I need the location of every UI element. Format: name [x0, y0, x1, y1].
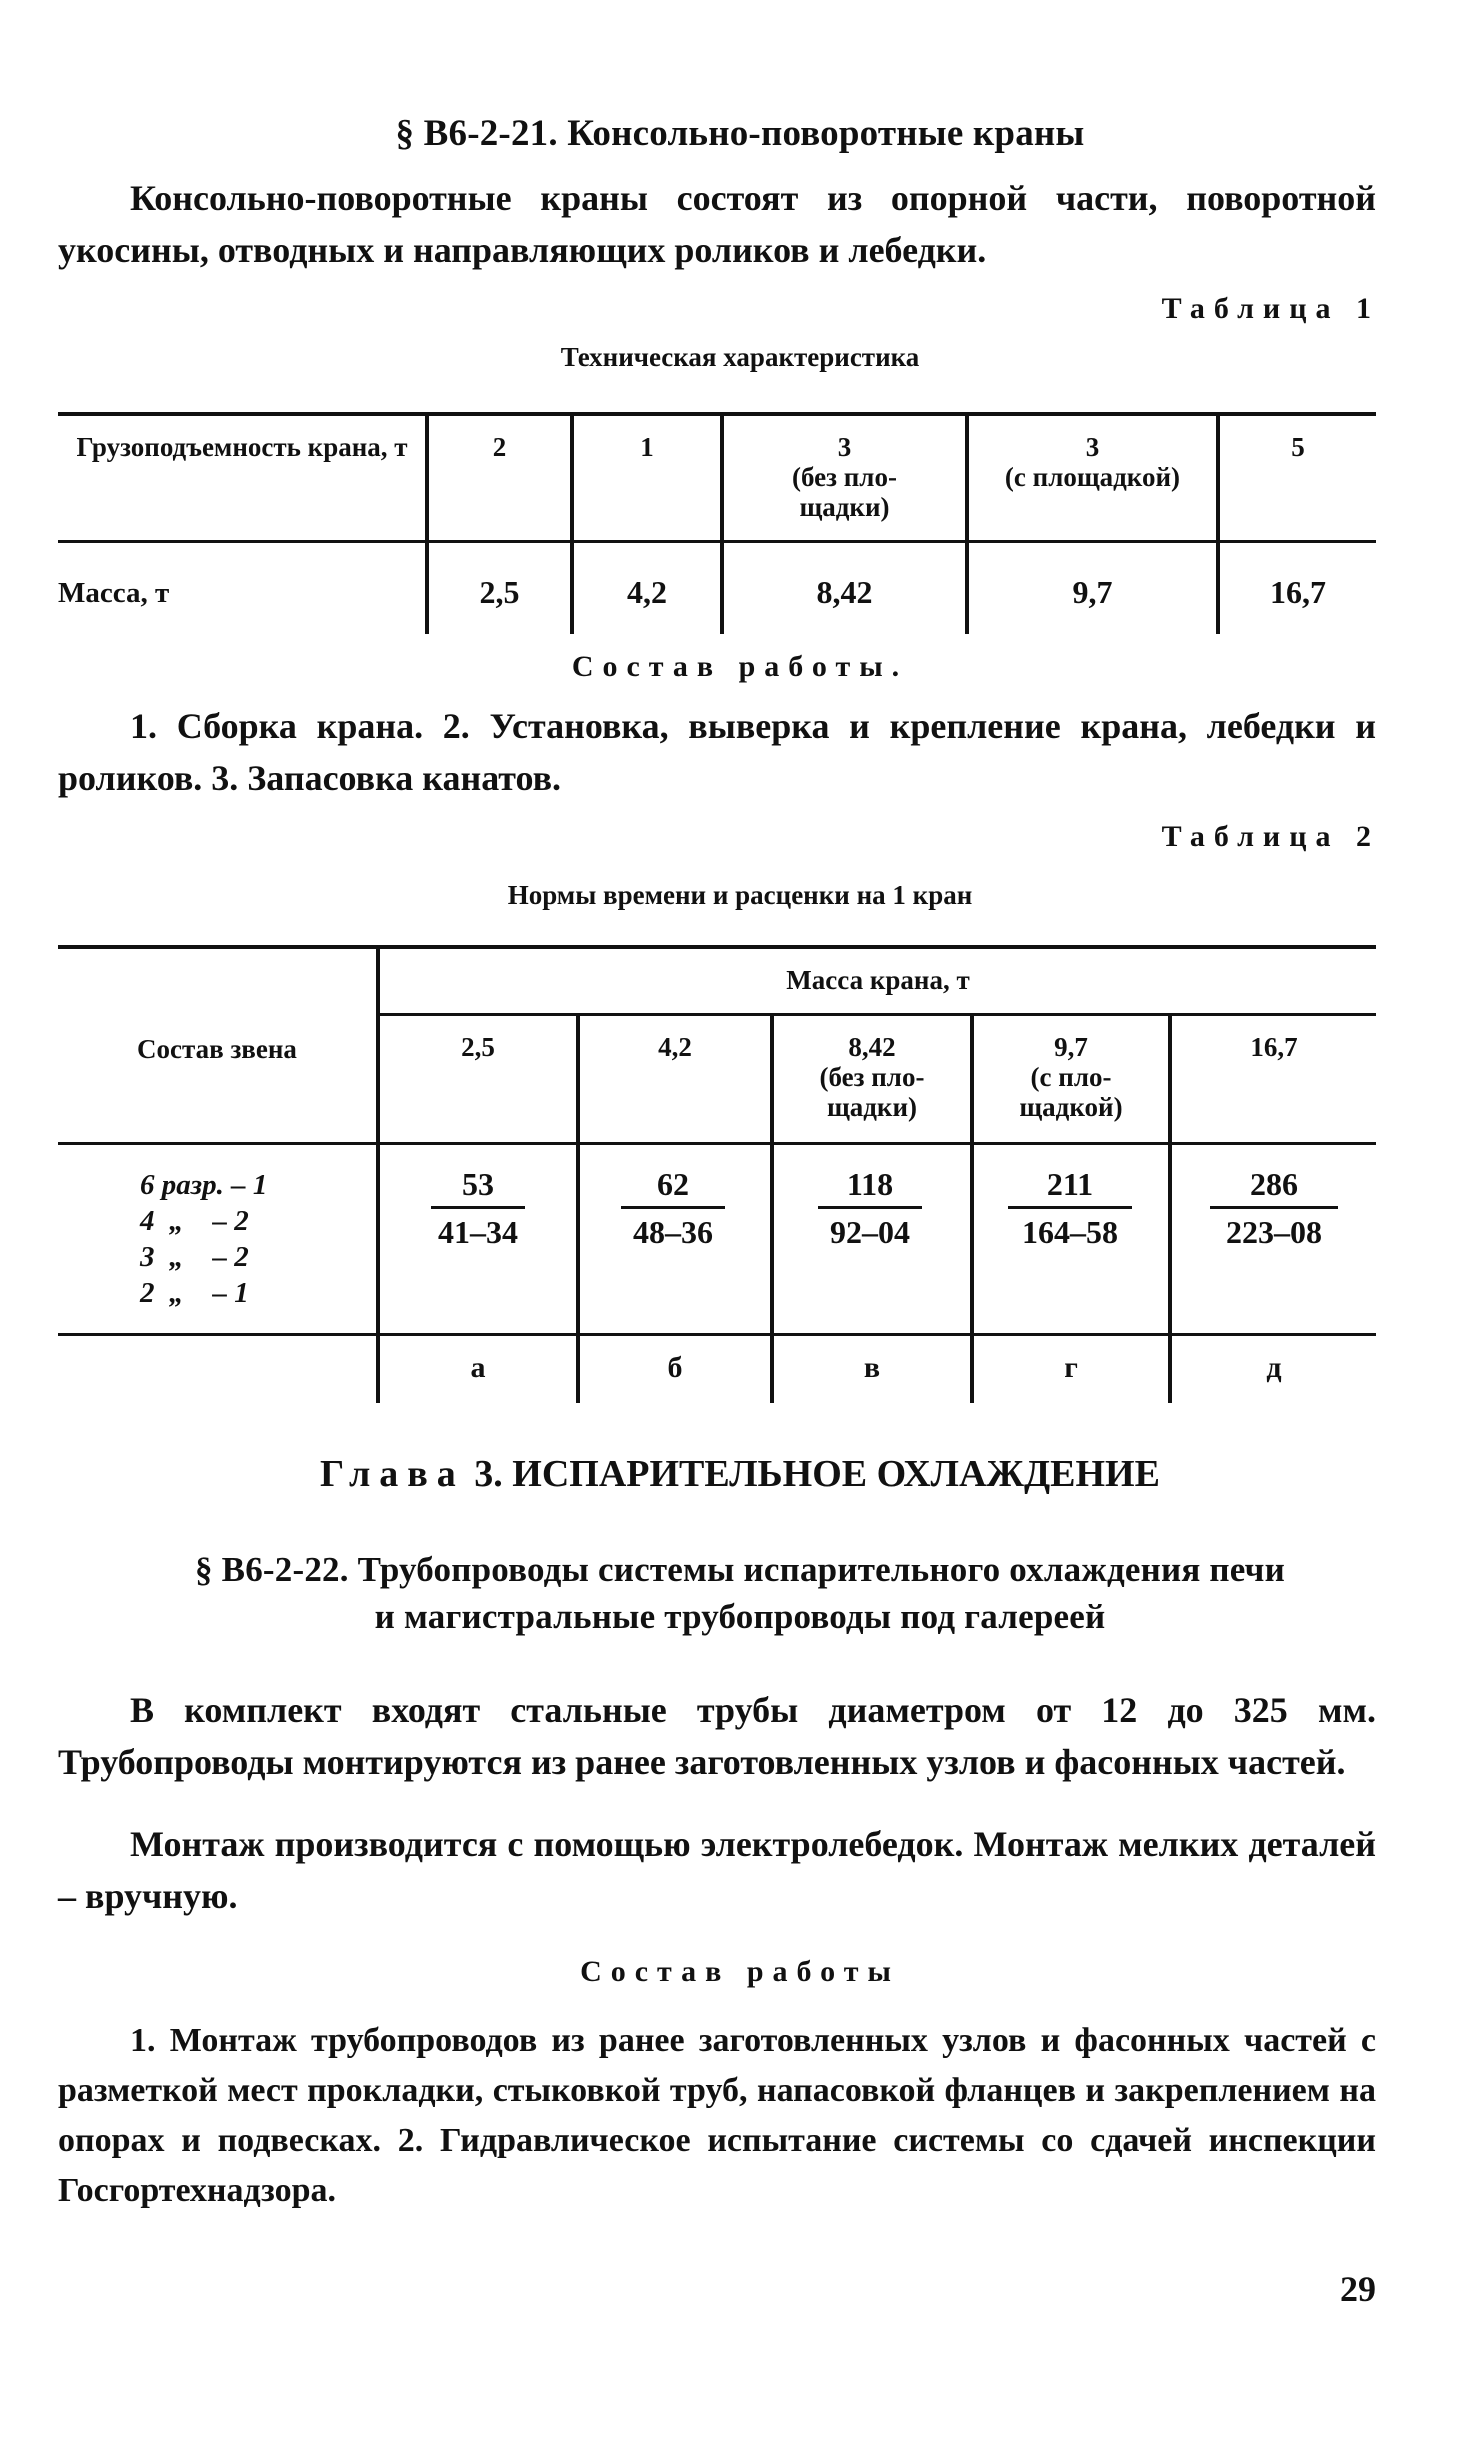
column-letter: б: [667, 1351, 683, 1384]
table-cell: 8,42 (без пло- щадки): [819, 1032, 925, 1122]
work-heading: Состав работы: [580, 1955, 900, 1988]
section-paragraph: В комплект входят стальные трубы диаметром от 12 до 325 мм. Трубопроводы монтируются из ранее заготовленных узлов и фасонных частей.: [58, 1690, 1376, 1782]
table-rule: [58, 540, 1376, 543]
chapter-prefix: Глава: [320, 1453, 465, 1495]
table-cell: 8,42: [816, 574, 873, 610]
crew-line: 4 „ – 2: [140, 1205, 249, 1237]
norm-rate-cell: [615, 1164, 731, 1253]
table-row-header: Состав звена: [137, 1034, 297, 1064]
table-cell: 1: [640, 432, 654, 462]
crew-composition: [140, 1167, 267, 1311]
table-cell: 2: [492, 432, 507, 462]
table-cell: 3 (без пло- щадки): [792, 432, 897, 522]
table-row-header: Масса, т: [58, 577, 170, 609]
table-cell: 9,7: [1072, 574, 1113, 610]
table-cell: 5: [1291, 432, 1305, 462]
norm-rate-cell: [812, 1164, 928, 1253]
table-cell: 9,7 (с пло- щадкой): [1019, 1032, 1123, 1122]
column-letter: в: [863, 1351, 881, 1384]
column-letter: а: [470, 1351, 486, 1384]
table-cell: 16,7: [1250, 1032, 1298, 1062]
table-cell: 2,5: [461, 1032, 495, 1062]
table-title: Техническая характеристика: [560, 342, 920, 372]
table-label: Таблица 1: [1161, 292, 1380, 325]
table-rule: [58, 1333, 1376, 1336]
work-text: 1. Монтаж трубопроводов из ранее заготовленных узлов и фасонных частей с разметкой мест прокладки, стыковкой труб, напасовкой фланцев и закреплением на опорах и подвесках. 2. Гидравлическое испытание системы со сдачей инспекции Госгортехнадзора.: [58, 2022, 1376, 2209]
rate-value: 164–58: [1022, 1214, 1118, 1250]
work-heading: Состав работы.: [571, 650, 909, 683]
table-cell: 16,7: [1270, 574, 1326, 610]
table-title: Нормы времени и расценки на 1 кран: [507, 880, 973, 910]
table-col-rule: [1168, 1013, 1172, 1403]
section-title-line2: и магистральные трубопроводы под галереей: [374, 1597, 1106, 1636]
time-norm: 62: [657, 1166, 689, 1202]
crew-line: 6 разр. – 1: [140, 1169, 268, 1201]
rate-value: 41–34: [438, 1214, 518, 1250]
time-norm: 118: [846, 1166, 894, 1202]
table-rule: [58, 945, 1376, 949]
time-norm: 53: [462, 1166, 494, 1202]
time-norm: 286: [1250, 1166, 1298, 1202]
fraction-bar: [818, 1206, 922, 1209]
table-rule: [58, 412, 1376, 416]
table-col-rule: [376, 945, 380, 1403]
section-title: § В6-2-21. Консольно-поворотные краны: [395, 113, 1085, 154]
column-letter: д: [1266, 1351, 1282, 1384]
table-cell: 2,5: [479, 574, 520, 610]
table-rule: [58, 1142, 1376, 1145]
norm-rate-cell: [1002, 1164, 1138, 1253]
table-cell: 4,2: [658, 1032, 692, 1062]
table-label: Таблица 2: [1161, 820, 1380, 853]
section-title: § В6-2-22. Трубопроводы системы испарительного охлаждения печи: [195, 1550, 1285, 1589]
section-intro: Консольно-поворотные краны состоят из опорной части, поворотной укосины, отводных и направляющих роликов и лебедки.: [58, 178, 1376, 270]
rate-value: 92–04: [830, 1214, 910, 1250]
chapter-title: [0, 1452, 1480, 1496]
table-cell: 4,2: [627, 574, 667, 610]
work-text: 1. Сборка крана. 2. Установка, выверка и крепление крана, лебедки и роликов. 3. Запасовка канатов.: [58, 706, 1376, 798]
chapter-name: 3. ИСПАРИТЕЛЬНОЕ ОХЛАЖДЕНИЕ: [474, 1453, 1160, 1495]
section-paragraph: Монтаж производится с помощью электролебедок. Монтаж мелких деталей – вручную.: [58, 1824, 1376, 1916]
norm-rate-cell: [425, 1164, 531, 1253]
crew-line: 3 „ – 2: [140, 1241, 249, 1273]
fraction-bar: [621, 1206, 725, 1209]
table-row-header: Грузоподъемность крана, т: [76, 432, 408, 462]
column-letter: г: [1064, 1351, 1078, 1384]
crew-line: 2 „ – 1: [140, 1277, 249, 1309]
rate-value: 223–08: [1226, 1214, 1322, 1250]
table-col-rule: [576, 1013, 580, 1403]
page-number: 29: [1340, 2269, 1376, 2309]
rate-value: 48–36: [633, 1214, 713, 1250]
time-norm: 211: [1046, 1166, 1094, 1202]
fraction-bar: [1210, 1206, 1338, 1209]
table-cell: 3 (с площадкой): [1004, 432, 1181, 492]
table-group-header: Масса крана, т: [786, 965, 970, 995]
norm-rate-cell: [1204, 1164, 1344, 1253]
table-rule: [380, 1013, 1376, 1016]
fraction-bar: [1008, 1206, 1132, 1209]
fraction-bar: [431, 1206, 525, 1209]
